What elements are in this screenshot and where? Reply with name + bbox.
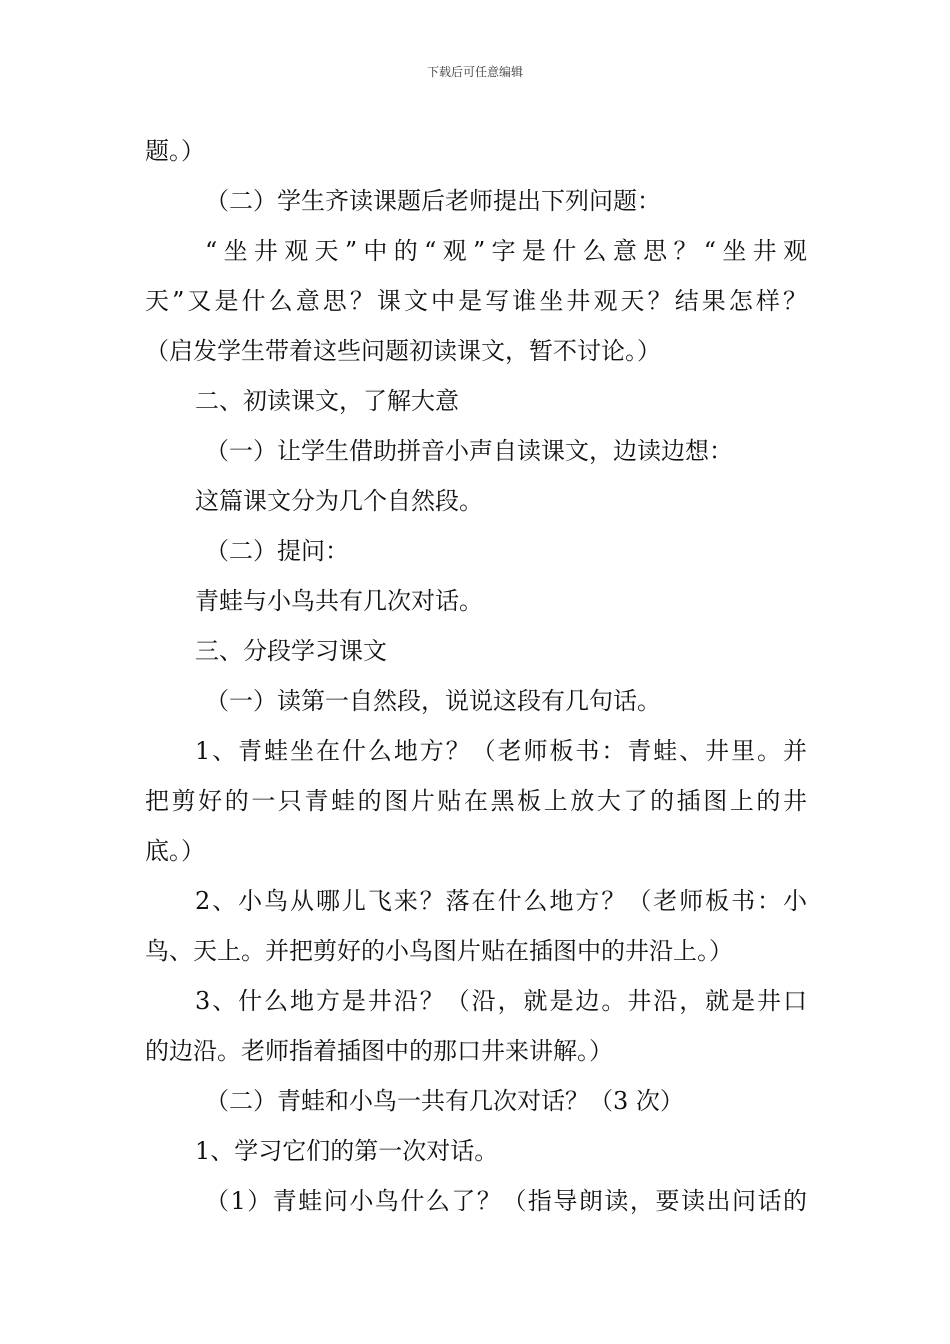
text-line: 鸟、天上。并把剪好的小鸟图片贴在插图中的井沿上。） — [145, 937, 733, 965]
text-line: 这篇课文分为几个自然段。 — [195, 487, 483, 515]
text-line: 2、小鸟从哪儿飞来？落在什么地方？（老师板书：小 — [195, 887, 807, 915]
text-line: 题。） — [145, 137, 205, 165]
text-line: 1、青蛙坐在什么地方？（老师板书：青蛙、井里。并 — [195, 737, 807, 765]
text-line: 底。） — [145, 837, 205, 865]
text-line: （二）提问： — [205, 537, 349, 565]
document-body — [145, 126, 807, 1226]
text-line: 青蛙与小鸟共有几次对话。 — [195, 587, 483, 615]
text-line: （1）青蛙问小鸟什么了？（指导朗读，要读出问话的 — [205, 1187, 807, 1215]
text-line: 二、初读课文，了解大意 — [195, 387, 459, 415]
text-line: （一）让学生借助拼音小声自读课文，边读边想： — [205, 437, 733, 465]
text-line: （二）青蛙和小鸟一共有几次对话？（3 次） — [205, 1087, 684, 1115]
text-line: 1、学习它们的第一次对话。 — [195, 1137, 499, 1165]
page-header-note: 下载后可任意编辑 — [426, 65, 523, 79]
text-line: 3、什么地方是井沿？（沿，就是边。井沿，就是井口 — [195, 987, 807, 1015]
text-line: 把剪好的一只青蛙的图片贴在黑板上放大了的插图上的井 — [145, 787, 807, 815]
text-line: （二）学生齐读课题后老师提出下列问题： — [205, 187, 661, 215]
text-line: （启发学生带着这些问题初读课文，暂不讨论。） — [145, 337, 661, 365]
text-line: 三、分段学习课文 — [195, 637, 387, 665]
text-line: 的边沿。老师指着插图中的那口井来讲解。） — [145, 1037, 613, 1065]
text-line: （一）读第一自然段，说说这段有几句话。 — [205, 687, 661, 715]
text-line: 天”又是什么意思？课文中是写谁坐井观天？结果怎样？ — [145, 287, 807, 315]
text-line: “坐井观天”中的“观”字是什么意思？“坐井观 — [205, 237, 807, 265]
